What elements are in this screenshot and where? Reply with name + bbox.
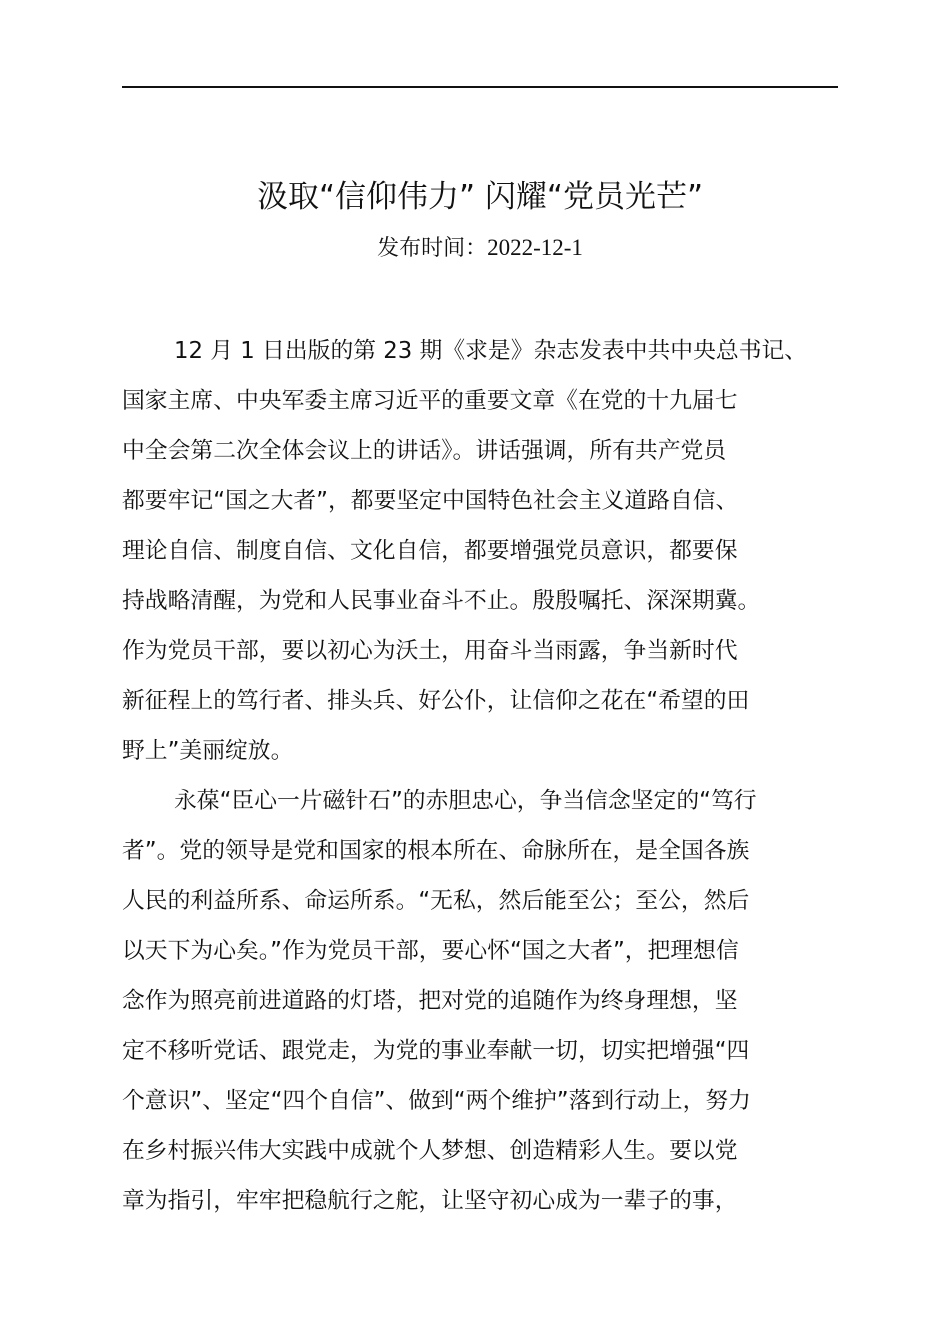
paragraph-1-line-8: 新征程上的笃行者、排头兵、好公仆，让信仰之花在“希望的田 bbox=[122, 688, 750, 714]
paragraph-1-line-1: 12 月 1 日出版的第 23 期《求是》杂志发表中共中央总书记、 bbox=[174, 338, 808, 364]
paragraph-2-line-4: 以天下为心矣。”作为党员干部，要心怀“国之大者”，把理想信 bbox=[122, 938, 739, 964]
publish-label: 发布时间： bbox=[377, 236, 488, 261]
paragraph-1-line-6: 持战略清醒，为党和人民事业奋斗不止。殷殷嘱托、深深期冀。 bbox=[122, 588, 761, 614]
publish-info bbox=[122, 231, 838, 266]
paragraph-2-line-2: 者”。党的领导是党和国家的根本所在、命脉所在，是全国各族 bbox=[122, 838, 750, 864]
header-rule bbox=[122, 86, 838, 88]
paragraph-1-line-3: 中全会第二次全体会议上的讲话》。讲话强调，所有共产党员 bbox=[122, 438, 727, 464]
paragraph-1-line-5: 理论自信、制度自信、文化自信，都要增强党员意识，都要保 bbox=[122, 538, 738, 564]
paragraph-1-line-9: 野上”美丽绽放。 bbox=[122, 738, 294, 764]
article-title: 汲取“信仰伟力” 闪耀“党员光芒” bbox=[256, 179, 704, 215]
paragraph-2-line-9: 章为指引，牢牢把稳航行之舵，让坚守初心成为一辈子的事， bbox=[122, 1188, 738, 1214]
paragraph-1-line-4: 都要牢记“国之大者”，都要坚定中国特色社会主义道路自信、 bbox=[122, 488, 739, 514]
paragraph-2-line-8: 在乡村振兴伟大实践中成就个人梦想、创造精彩人生。要以党 bbox=[122, 1138, 738, 1164]
paragraph-2-line-6: 定不移听党话、跟党走，为党的事业奉献一切，切实把增强“四 bbox=[122, 1038, 750, 1064]
publish-date: 2022-12-1 bbox=[487, 235, 583, 260]
paragraph-2-line-1: 永葆“臣心一片磁针石”的赤胆忠心，争当信念坚定的“笃行 bbox=[174, 788, 757, 814]
paragraph-2-line-5: 念作为照亮前进道路的灯塔，把对党的追随作为终身理想，坚 bbox=[122, 988, 738, 1014]
paragraph-1-line-7: 作为党员干部，要以初心为沃土，用奋斗当雨露，争当新时代 bbox=[122, 638, 738, 664]
paragraph-1-line-2: 国家主席、中央军委主席习近平的重要文章《在党的十九届七 bbox=[122, 388, 738, 414]
paragraph-2-line-7: 个意识”、坚定“四个自信”、做到“两个维护”落到行动上，努力 bbox=[122, 1088, 751, 1114]
article-body bbox=[122, 326, 838, 1226]
paragraph-2-line-3: 人民的利益所系、命运所系。“无私，然后能至公；至公，然后 bbox=[122, 888, 750, 914]
